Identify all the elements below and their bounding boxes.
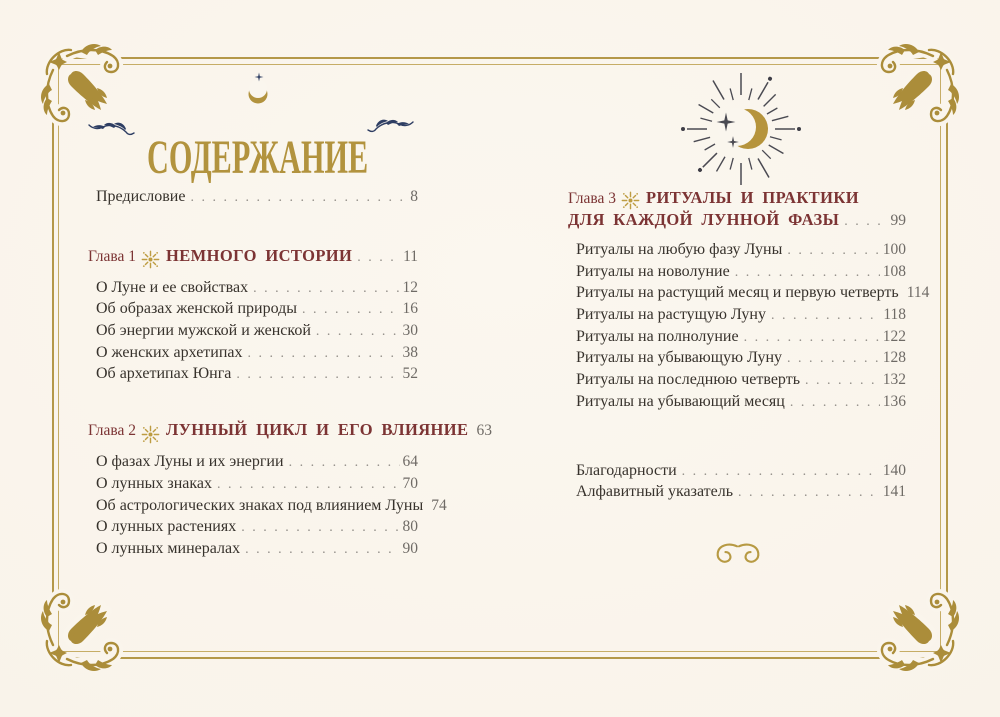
entry-page-number: 108 bbox=[882, 262, 906, 280]
entry-label: Об энергии мужской и женской bbox=[96, 322, 311, 340]
entry-label: Ритуалы на убывающую Луну bbox=[576, 349, 783, 367]
entry-page-number: 100 bbox=[882, 241, 906, 258]
page-title: СОДЕРЖАНИЕ bbox=[147, 131, 369, 185]
dot-leader bbox=[771, 308, 880, 324]
toc-entry bbox=[88, 496, 447, 519]
dot-leader bbox=[217, 477, 399, 493]
entry-page-number: 141 bbox=[882, 483, 906, 501]
dot-leader bbox=[236, 367, 399, 383]
toc-entry bbox=[88, 518, 418, 540]
sun-icon bbox=[621, 191, 640, 210]
dot-leader bbox=[289, 455, 400, 471]
toc-entry bbox=[568, 371, 906, 393]
entry-label: О лунных минералах bbox=[96, 539, 241, 557]
dot-leader bbox=[316, 324, 400, 340]
entry-label: Ритуалы на полнолуние bbox=[576, 327, 739, 345]
entry-label: Ритуалы на растущий месяц и первую четверть bbox=[576, 284, 899, 302]
toc-entry bbox=[568, 393, 906, 415]
curl-ornament bbox=[711, 539, 765, 569]
entry-label: Об астрологических знаках под влиянием Луны bbox=[96, 496, 424, 514]
entry-page-number: 52 bbox=[402, 365, 418, 383]
toc-entry bbox=[88, 475, 418, 497]
chapter-2-heading bbox=[88, 420, 492, 446]
entry-page-number: 30 bbox=[402, 322, 418, 340]
entry-page-number: 132 bbox=[882, 371, 906, 389]
chapter-page-number: 11 bbox=[403, 247, 418, 265]
dot-leader bbox=[682, 464, 880, 480]
dot-leader bbox=[245, 542, 399, 558]
toc-left-column bbox=[88, 188, 492, 562]
entry-label: Об образах женской природы bbox=[96, 300, 298, 318]
chapter-page-number: 99 bbox=[890, 212, 906, 229]
toc-entry-acknowledgments bbox=[568, 462, 906, 484]
entry-page-number: 114 bbox=[906, 284, 930, 302]
toc-entry bbox=[568, 349, 906, 371]
toc-right-column bbox=[568, 188, 930, 505]
toc-entry bbox=[88, 279, 418, 301]
entry-page-number: 8 bbox=[410, 188, 418, 205]
dot-leader bbox=[357, 250, 400, 266]
toc-entry-index bbox=[568, 483, 906, 505]
dot-leader bbox=[805, 373, 880, 389]
entry-label: Ритуалы на последнюю четверть bbox=[576, 371, 800, 389]
dot-leader bbox=[787, 243, 879, 259]
dot-leader bbox=[787, 351, 880, 367]
chapter-3-heading-line2 bbox=[568, 210, 906, 232]
entry-page-number: 74 bbox=[431, 496, 447, 514]
dot-leader bbox=[735, 265, 880, 281]
toc-entry bbox=[88, 300, 418, 322]
dot-leader bbox=[302, 302, 399, 318]
toc-entry bbox=[568, 306, 906, 328]
dot-leader bbox=[248, 346, 400, 362]
toc-entry-preface bbox=[88, 188, 418, 210]
toc-entry bbox=[88, 322, 418, 344]
crescent-moon-icon bbox=[240, 72, 276, 108]
toc-entry bbox=[568, 263, 906, 285]
entry-page-number: 16 bbox=[402, 300, 418, 318]
entry-label: Ритуалы на растущую Луну bbox=[576, 306, 766, 324]
chapter-title: РИТУАЛЫ И ПРАКТИКИ bbox=[646, 188, 859, 207]
entry-label: О Луне и ее свойствах bbox=[96, 278, 249, 296]
sun-icon bbox=[141, 250, 160, 269]
corner-ornament-bottom-right bbox=[859, 571, 963, 675]
entry-page-number: 70 bbox=[402, 474, 418, 492]
chapter-prefix: Глава 2 bbox=[88, 422, 137, 440]
dot-leader bbox=[844, 214, 887, 230]
entry-label: О лунных растениях bbox=[96, 518, 237, 536]
dot-leader bbox=[190, 190, 407, 206]
entry-page-number: 122 bbox=[882, 327, 906, 345]
corner-ornament-top-right bbox=[859, 40, 963, 144]
toc-entry bbox=[568, 284, 930, 306]
entry-page-number: 128 bbox=[882, 349, 906, 367]
entry-label: Предисловие bbox=[96, 188, 186, 205]
chapter-title: ЛУННЫЙ ЦИКЛ И ЕГО ВЛИЯНИЕ bbox=[166, 420, 469, 440]
leaf-flourish-right-icon bbox=[365, 115, 415, 137]
chapter-1-heading bbox=[88, 246, 418, 272]
entry-label: Ритуалы на новолуние bbox=[576, 262, 730, 280]
sun-icon bbox=[141, 425, 160, 444]
entry-label: О женских архетипах bbox=[96, 343, 243, 361]
chapter-3-heading-line1 bbox=[568, 188, 906, 210]
entry-page-number: 80 bbox=[402, 518, 418, 536]
entry-page-number: 12 bbox=[402, 278, 418, 296]
chapter-prefix: Глава 3 bbox=[568, 190, 617, 207]
entry-page-number: 136 bbox=[882, 392, 906, 410]
dot-leader bbox=[241, 520, 399, 536]
toc-entry bbox=[568, 241, 906, 263]
toc-entry bbox=[88, 344, 418, 366]
chapter-title: НЕМНОГО ИСТОРИИ bbox=[166, 245, 353, 265]
leaf-flourish-left-icon bbox=[87, 118, 137, 140]
toc-entry bbox=[88, 365, 418, 387]
chapter-page-number: 63 bbox=[476, 422, 492, 440]
entry-page-number: 64 bbox=[402, 453, 418, 471]
entry-label: Об архетипах Юнга bbox=[96, 365, 232, 383]
entry-label: Ритуалы на любую фазу Луны bbox=[576, 241, 783, 258]
dot-leader bbox=[738, 485, 880, 501]
toc-entry bbox=[568, 328, 906, 350]
entry-page-number: 90 bbox=[402, 539, 418, 557]
moon-rays-ornament bbox=[676, 64, 806, 194]
entry-label: О фазах Луны и их энергии bbox=[96, 453, 284, 471]
dot-leader bbox=[253, 281, 399, 297]
chapter-title: ДЛЯ КАЖДОЙ ЛУННОЙ ФАЗЫ bbox=[568, 210, 840, 229]
toc-entry bbox=[88, 540, 418, 562]
corner-ornament-bottom-left bbox=[37, 571, 141, 675]
entry-page-number: 140 bbox=[882, 461, 906, 479]
entry-label: Благодарности bbox=[576, 461, 677, 479]
entry-page-number: 38 bbox=[402, 343, 418, 361]
entry-label: Ритуалы на убывающий месяц bbox=[576, 392, 785, 410]
dot-leader bbox=[790, 395, 880, 411]
entry-label: О лунных знаках bbox=[96, 474, 213, 492]
entry-page-number: 118 bbox=[883, 306, 906, 324]
chapter-prefix: Глава 1 bbox=[88, 247, 137, 265]
entry-label: Алфавитный указатель bbox=[576, 483, 734, 501]
dot-leader bbox=[744, 330, 880, 346]
toc-entry bbox=[88, 453, 418, 475]
